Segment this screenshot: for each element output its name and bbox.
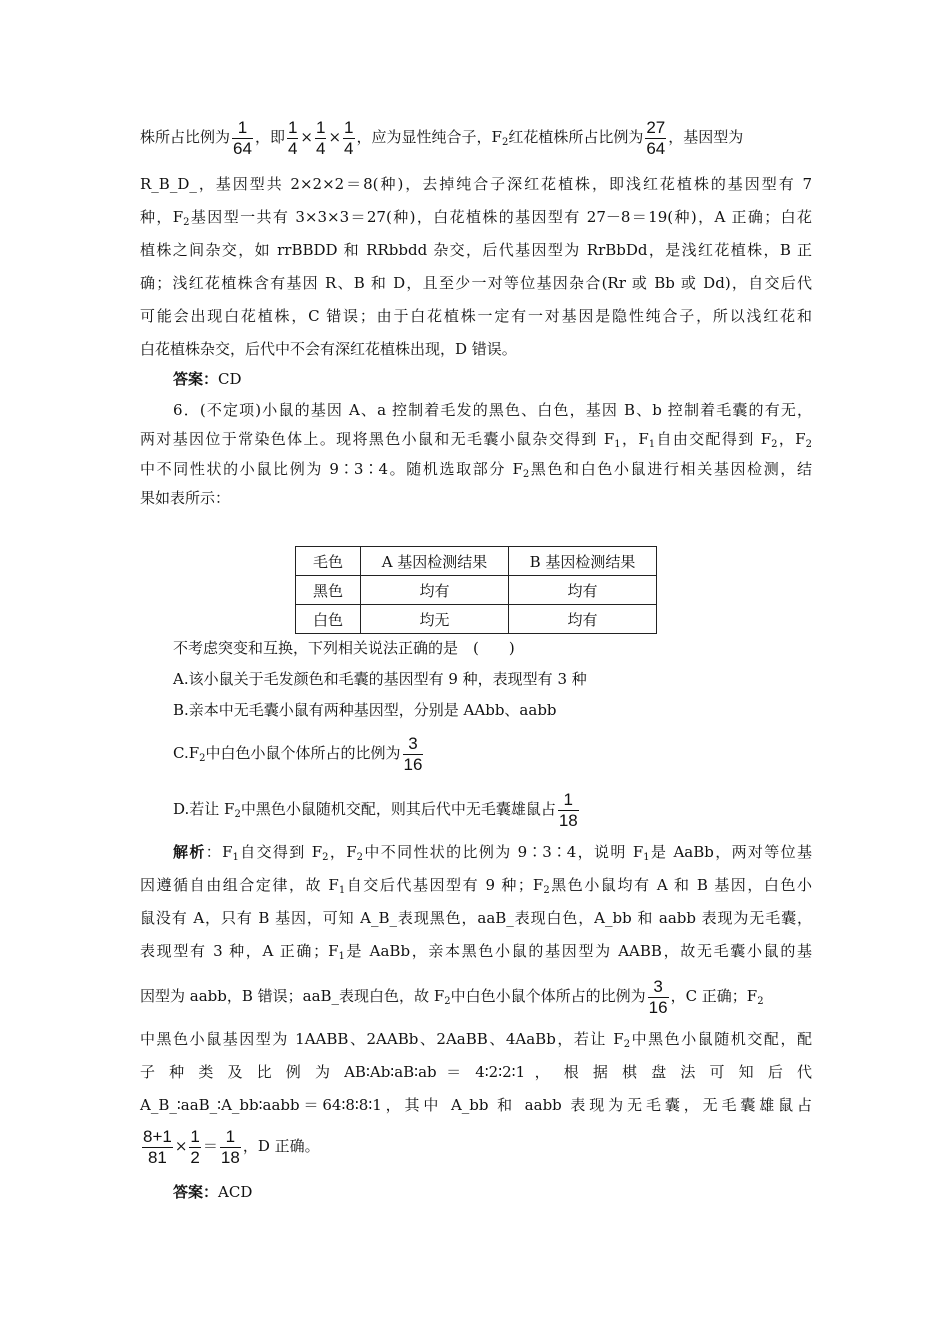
- text: ，基因型为: [668, 128, 744, 146]
- subscript: 2: [444, 996, 451, 1007]
- fraction-1-4: [287, 118, 298, 159]
- detection-results-table: [295, 546, 657, 634]
- denominator: 4: [344, 138, 354, 158]
- text: 自交得到 F: [238, 843, 323, 861]
- denominator: 4: [287, 138, 298, 158]
- analysis-line3: 鼠没有 A，只有 B 基因，可知 A_B_表现黑色，aaB_表现白色，A_bb 和 aabb 表现为无毛囊，: [140, 909, 812, 927]
- q6-line2: [140, 428, 812, 450]
- table-header: 毛色: [296, 547, 361, 576]
- option-b: B.亲本中无毛囊小鼠有两种基因型，分别是 AAbb、aabb: [173, 701, 557, 719]
- subscript: 1: [643, 852, 650, 863]
- fraction-1-18: [220, 1127, 241, 1168]
- fraction-9-81: [142, 1127, 173, 1168]
- denominator: 81: [147, 1147, 167, 1167]
- text: 株所占比例为: [140, 128, 231, 146]
- subscript: 2: [234, 809, 241, 820]
- table-header: B 基因检测结果: [509, 547, 657, 576]
- numerator: 1: [232, 118, 253, 139]
- text: 种，F: [140, 208, 184, 226]
- subscript: 2: [183, 217, 190, 228]
- para1-line4: 植株之间杂交，如 rrBBDD 和 RRbbdd 杂交，后代基因型为 RrBbDd，是浅红花植株，B 正: [140, 241, 812, 259]
- fraction-1-4: [343, 118, 354, 159]
- numerator: 1: [344, 117, 354, 137]
- text: ，D 正确。: [242, 1137, 320, 1155]
- text: 中不同性状的比例为 9∶3∶4，说明 F: [363, 843, 644, 861]
- text: 中黑色小鼠随机交配，则其后代中无毛囊雄鼠占: [240, 800, 556, 818]
- equals-sign: ＝: [202, 1137, 218, 1155]
- denominator: 16: [403, 754, 423, 774]
- text: 中黑色小鼠基因型为 1AABB、2AABb、2AaBB、4AaBb，若让 F: [140, 1030, 624, 1048]
- subscript: 1: [338, 951, 345, 962]
- text: 表现型有 3 种，A 正确；F: [140, 942, 339, 960]
- text: 中不同性状的小鼠比例为 9∶3∶4。随机选取部分 F: [140, 460, 523, 478]
- subscript: 2: [805, 439, 812, 450]
- subscript: 2: [757, 996, 764, 1007]
- subscript: 2: [771, 439, 778, 450]
- table-cell: 均无: [361, 605, 509, 634]
- text: ，F: [620, 430, 649, 448]
- text: 基因型一共有 3×3×3＝27(种)，白花植株的基因型有 27－8＝19(种)，A 正确；白花: [189, 208, 812, 226]
- text: ，即: [254, 128, 285, 146]
- answer-1: [173, 368, 812, 390]
- subscript: 1: [648, 439, 656, 450]
- text: ，应为显性纯合子，F: [356, 128, 502, 146]
- option-d: [173, 786, 812, 832]
- text: ，F: [328, 843, 357, 861]
- para1-line3: [140, 206, 812, 228]
- numerator: 1: [316, 117, 326, 137]
- text: 中黑色小鼠随机交配，配: [630, 1030, 812, 1048]
- denominator: 18: [558, 810, 578, 830]
- subscript: 2: [623, 1039, 631, 1050]
- fraction-1-2: [189, 1127, 200, 1168]
- analysis-line1: [173, 841, 812, 863]
- para1-line5: 确；浅红花植株含有基因 R、B 和 D，且至少一对等位基因杂合(Rr 或 Bb 或 Dd)，自交后代: [140, 274, 812, 292]
- subscript: 1: [338, 885, 346, 896]
- times-sign: ×: [174, 1137, 188, 1155]
- numerator: 27: [646, 117, 666, 137]
- para1-line1: [140, 114, 812, 160]
- text: ，F: [777, 430, 806, 448]
- text: 中白色小鼠个体所占的比例为: [450, 987, 646, 1005]
- answer-2: [173, 1181, 812, 1203]
- subscript: 2: [522, 469, 530, 480]
- text: 因遵循自由组合定律，故 F: [140, 876, 339, 894]
- fraction-1-4: [315, 118, 326, 159]
- text: 中白色小鼠个体所占的比例为: [205, 744, 401, 762]
- subscript: 2: [199, 753, 206, 764]
- analysis-line6: [140, 1028, 812, 1050]
- times-sign: ×: [328, 128, 342, 146]
- q6-line1: 6．(不定项)小鼠的基因 A、a 控制着毛发的黑色、白色，基因 B、b 控制着毛囊的有无，: [173, 401, 812, 419]
- subscript: 2: [322, 852, 329, 863]
- numerator: 1: [287, 117, 298, 137]
- analysis-line4: [140, 940, 812, 962]
- subscript: 2: [356, 852, 364, 863]
- subscript: 1: [614, 439, 621, 450]
- subscript: 2: [543, 885, 550, 896]
- question-stem: 不考虑突变和互换，下列相关说法正确的是 ( ): [173, 639, 515, 657]
- fraction-27-64: [645, 118, 666, 159]
- denominator: 18: [220, 1147, 240, 1167]
- text: 黑色小鼠均有 A 和 B 基因，白色小: [549, 876, 812, 894]
- denominator: 64: [646, 138, 666, 158]
- table-cell: 均有: [361, 576, 509, 605]
- analysis-line7: 子 种 类 及 比 例 为 AB∶Ab∶aB∶ab ＝ 4∶2∶2∶1 ， 根 据 棋 盘 法 可 知 后 代: [140, 1063, 812, 1081]
- option-c: [173, 730, 812, 776]
- text: C.F: [173, 744, 200, 762]
- subscript: 1: [232, 852, 239, 863]
- analysis-equation: [140, 1123, 812, 1169]
- table-cell: 白色: [296, 605, 361, 634]
- answer-label: 答案：: [173, 1183, 219, 1201]
- text: 自交后代基因型有 9 种；F: [345, 876, 544, 894]
- numerator: 1: [558, 790, 579, 811]
- text: 自由交配得到 F: [655, 430, 772, 448]
- table-row: [296, 576, 657, 605]
- text: 因型为 aabb，B 错误；aaB_表现白色，故 F: [140, 987, 445, 1005]
- answer-value: CD: [218, 370, 242, 388]
- text: ：F: [205, 843, 233, 861]
- table-cell: 均有: [509, 576, 657, 605]
- fraction-3-16: [403, 734, 424, 775]
- text: 是 AaBb，亲本黑色小鼠的基因型为 AABB，故无毛囊小鼠的基: [344, 942, 812, 960]
- answer-label: 答案：: [173, 370, 219, 388]
- analysis-line2: [140, 874, 812, 896]
- text: 两对基因位于常染色体上。现将黑色小鼠和无毛囊小鼠杂交得到 F: [140, 430, 615, 448]
- table-cell: 黑色: [296, 576, 361, 605]
- table-cell: 均有: [509, 605, 657, 634]
- para1-line7: 白花植株杂交，后代中不会有深红花植株出现，D 错误。: [140, 340, 517, 358]
- para1-line6: 可能会出现白花植株，C 错误；由于白花植株一定有一对基因是隐性纯合子，所以浅红花和: [140, 307, 812, 325]
- table-header-row: [296, 547, 657, 576]
- analysis-line5: [140, 973, 812, 1019]
- analysis-line8: A_B_∶aaB_∶A_bb∶aabb＝64∶8∶8∶1，其中 A_bb 和 aabb 表现为无毛囊，无毛囊雄鼠占: [140, 1096, 812, 1114]
- fraction-3-16: [648, 977, 669, 1018]
- times-sign: ×: [300, 128, 313, 146]
- denominator: 64: [233, 138, 252, 158]
- para1-line2: R_B_D_，基因型共 2×2×2＝8(种)，去掉纯合子深红花植株，即浅红花植株的基因型有 7: [140, 175, 812, 193]
- denominator: 4: [316, 138, 326, 158]
- answer-value: ACD: [218, 1183, 253, 1201]
- text: D.若让 F: [173, 800, 235, 818]
- text: 黑色和白色小鼠进行相关基因检测，结: [529, 460, 812, 478]
- option-a: A.该小鼠关于毛发颜色和毛囊的基因型有 9 种，表现型有 3 种: [173, 670, 587, 688]
- text: 是 AaBb，两对等位基: [649, 843, 812, 861]
- numerator: 3: [648, 977, 669, 998]
- subscript: 2: [501, 137, 509, 148]
- numerator: 1: [190, 1126, 200, 1146]
- fraction-1-64: [232, 118, 253, 159]
- q6-line4: 果如表所示：: [140, 489, 231, 507]
- denominator: 16: [648, 997, 668, 1017]
- numerator: 3: [403, 734, 424, 755]
- table-header: A 基因检测结果: [361, 547, 509, 576]
- text: 红花植株所占比例为: [508, 128, 644, 146]
- denominator: 2: [190, 1147, 200, 1167]
- fraction-1-18: [558, 790, 579, 831]
- numerator: 8+1: [143, 1126, 172, 1146]
- q6-line3: [140, 458, 812, 480]
- analysis-label: 解析: [173, 843, 206, 861]
- text: ，C 正确；F: [670, 987, 758, 1005]
- numerator: 1: [220, 1127, 241, 1148]
- table-row: [296, 605, 657, 634]
